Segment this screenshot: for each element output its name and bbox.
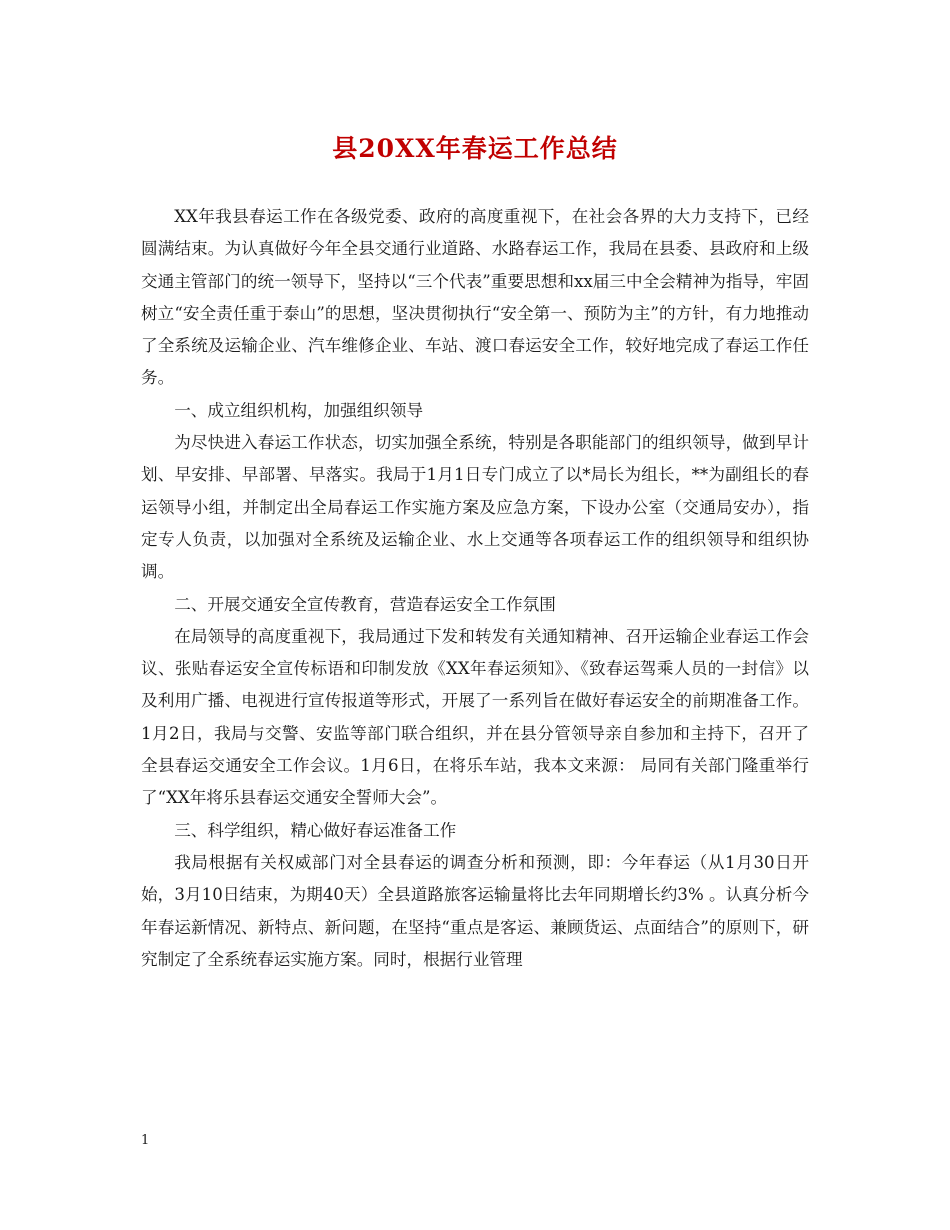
section-paragraph-2: 在局领导的高度重视下，我局通过下发和转发有关通知精神、召开运输企业春运工作会议、张贴春运安全宣传标语和印制发放《XX年春运须知》、《致春运驾乘人员的一封信》以及利用广播、电视进行宣传报道等形式，开展了一系列旨在做好春运安全的前期准备工作。1月2日，我局与交警、安监等部门联合组织，并在县分管领导亲自参加和主持下，召开了全县春运交通安全工作会议。1月6日，在将乐车站，我本文来源： 局同有关部门隆重举行了“XX年将乐县春运交通安全誓师大会”。 [141,626,809,808]
section-heading-2: 二、开展交通安全宣传教育，营造春运安全工作氛围 [174,594,556,614]
document-title: 县20XX年春运工作总结 [332,134,618,163]
document-body [141,201,809,976]
section-heading-3: 三、科学组织，精心做好春运准备工作 [174,820,457,840]
page-number: 1 [141,1133,150,1148]
intro-paragraph: XX年我县春运工作在各级党委、政府的高度重视下，在社会各界的大力支持下，已经圆满结束。为认真做好今年全县交通行业道路、水路春运工作，我局在县委、县政府和上级交通主管部门的统一领导下，坚持以“三个代表”重要思想和xx届三中全会精神为指导，牢固树立“安全责任重于泰山”的思想，坚决贯彻执行“安全第一、预防为主”的方针，有力地推动了全系统及运输企业、汽车维修企业、车站、渡口春运安全工作，较好地完成了春运工作任务。 [141,207,809,388]
section-heading-1: 一、成立组织机构，加强组织领导 [174,400,424,420]
section-paragraph-1: 为尽快进入春运工作状态，切实加强全系统，特别是各职能部门的组织领导，做到早计划、早安排、早部署、早落实。我局于1月1日专门成立了以*局长为组长，**为副组长的春运领导小组，并制定出全局春运工作实施方案及应急方案，下设办公室（交通局安办），指定专人负责，以加强对全系统及运输企业、水上交通等各项春运工作的组织领导和组织协调。 [141,433,809,582]
section-paragraph-3: 我局根据有关权威部门对全县春运的调查分析和预测，即：今年春运（从1月30日开始，3月10日结束，为期40天）全县道路旅客运输量将比去年同期增长约3% 。认真分析今年春运新情况、新特点、新问题，在坚持“重点是客运、兼顾货运、点面结合”的原则下，研究制定了全系统春运实施方案。同时，根据行业管理 [141,852,809,969]
